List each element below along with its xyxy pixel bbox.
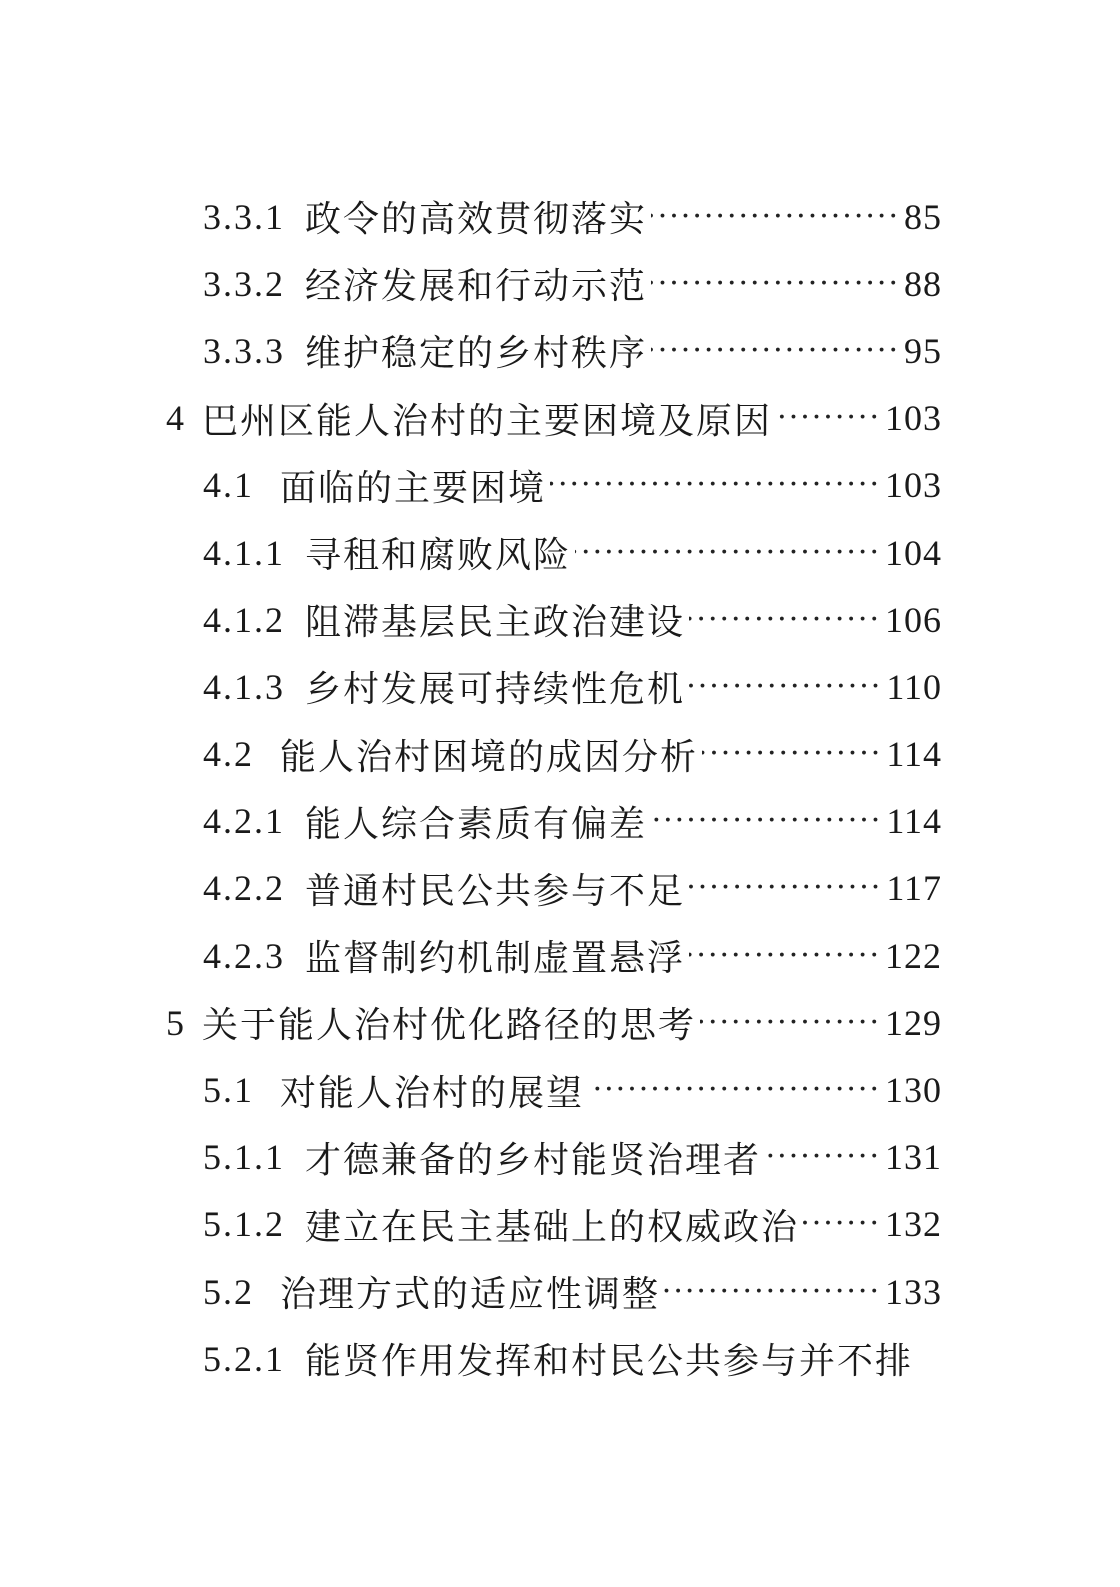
- toc-entry-number: 4.2: [203, 734, 254, 775]
- toc-entry-title: 建立在民主基础上的权威政治: [305, 1206, 800, 1248]
- toc-entry-3-3-2[interactable]: [0, 250, 1120, 317]
- toc-entry-title: 监督制约机制虚置悬浮: [305, 938, 686, 980]
- toc-entry-number: 5.2: [203, 1271, 254, 1312]
- toc-entry-5-2[interactable]: [0, 1258, 1120, 1325]
- toc-entry-number: 4.1: [203, 465, 254, 506]
- toc-entry-number: 3.3.3: [203, 330, 285, 371]
- toc-entry-title: 关于能人治村优化路径的思考: [202, 1005, 697, 1047]
- dot-leader: [651, 266, 900, 302]
- toc-entry-number: 4.1.1: [203, 532, 285, 573]
- toc-entry-number: 5.1.2: [203, 1204, 285, 1245]
- toc-entry-title: 能人治村困境的成因分析: [280, 736, 699, 778]
- toc-entry-page: 131: [885, 1137, 942, 1178]
- dot-leader: [689, 602, 881, 638]
- toc-entry-4-2-2[interactable]: [0, 855, 1120, 922]
- toc-entry-page: 88: [904, 263, 942, 304]
- dot-leader: [550, 467, 881, 503]
- dot-leader: [664, 1274, 881, 1310]
- toc-entry-page: 114: [886, 801, 942, 842]
- toc-entry-number: 4.1.2: [203, 599, 285, 640]
- toc-entry-title: 面临的主要困境: [280, 467, 547, 509]
- dot-leader: [651, 333, 900, 369]
- toc-entry-page: 106: [885, 599, 942, 640]
- toc-entry-4-1-1[interactable]: [0, 519, 1120, 586]
- toc-entry-3-3-3[interactable]: [0, 317, 1120, 384]
- toc-entry-4-1-2[interactable]: [0, 586, 1120, 653]
- toc-entry-title: 能人综合素质有偏差: [305, 803, 648, 845]
- toc-entry-page: 114: [886, 734, 942, 775]
- toc-entry-4-2-3[interactable]: [0, 922, 1120, 989]
- toc-entry-5[interactable]: [0, 989, 1120, 1056]
- toc-entry-number: 5.1: [203, 1070, 254, 1111]
- toc-entry-number: 5.2.1: [203, 1338, 285, 1379]
- toc-entry-title: 能贤作用发挥和村民公共参与并不排: [305, 1341, 914, 1383]
- toc-entry-title: 乡村发展可持续性危机: [305, 669, 686, 711]
- toc-entry-page: 129: [885, 1002, 942, 1043]
- toc-entry-page: 85: [904, 196, 942, 237]
- toc-entry-number: 4.2.2: [203, 868, 285, 909]
- toc-entry-4-2-1[interactable]: [0, 788, 1120, 855]
- toc-entry-number: 3.3.1: [203, 196, 285, 237]
- toc-entry-title: 政令的高效贯彻落实: [305, 199, 648, 241]
- toc-entry-page: 122: [885, 935, 942, 976]
- toc-entry-title: 对能人治村的展望: [280, 1072, 585, 1114]
- toc-entry-title: 巴州区能人治村的主要困境及原因: [202, 400, 773, 442]
- dot-leader: [776, 400, 881, 436]
- toc-entry-page: 104: [885, 532, 942, 573]
- dot-leader: [588, 1072, 881, 1108]
- dot-leader: [702, 736, 882, 772]
- toc-entry-4[interactable]: [0, 385, 1120, 452]
- toc-entry-page: 103: [885, 398, 942, 439]
- toc-entry-5-2-1[interactable]: [0, 1325, 1120, 1392]
- toc-entry-page: 130: [885, 1070, 942, 1111]
- toc-entry-number: 4.2.3: [203, 935, 285, 976]
- dot-leader: [575, 535, 881, 571]
- dot-leader: [689, 870, 882, 906]
- dot-leader: [700, 1005, 881, 1041]
- dot-leader: [803, 1206, 881, 1242]
- toc-entry-page: 95: [904, 330, 942, 371]
- toc-entry-number: 3.3.2: [203, 263, 285, 304]
- toc-entry-3-3-1[interactable]: [0, 183, 1120, 250]
- toc-entry-number: 5.1.1: [203, 1137, 285, 1178]
- toc-entry-page: 103: [885, 465, 942, 506]
- dot-leader: [689, 669, 882, 705]
- toc-entry-title: 才德兼备的乡村能贤治理者: [305, 1139, 762, 1181]
- toc-entry-title: 经济发展和行动示范: [305, 266, 648, 308]
- dot-leader: [689, 938, 881, 974]
- toc-entry-title: 维护稳定的乡村秩序: [305, 333, 648, 375]
- dot-leader: [651, 803, 882, 839]
- toc-entry-title: 阻滞基层民主政治建设: [305, 602, 686, 644]
- toc-entry-number: 5: [166, 1002, 186, 1043]
- toc-entry-5-1-1[interactable]: [0, 1124, 1120, 1191]
- toc-entry-number: 4.1.3: [203, 666, 285, 707]
- dot-leader: [651, 199, 900, 235]
- toc-entry-5-1-2[interactable]: [0, 1191, 1120, 1258]
- toc-entry-page: 132: [885, 1204, 942, 1245]
- toc-entry-number: 4.2.1: [203, 801, 285, 842]
- toc-entry-page: 117: [886, 868, 942, 909]
- table-of-contents: [0, 183, 1120, 1392]
- toc-entry-page: 110: [886, 666, 942, 707]
- toc-entry-title: 寻租和腐败风险: [305, 535, 572, 577]
- toc-entry-number: 4: [166, 398, 186, 439]
- toc-entry-5-1[interactable]: [0, 1056, 1120, 1123]
- toc-entry-4-2[interactable]: [0, 721, 1120, 788]
- toc-entry-title: 普通村民公共参与不足: [305, 870, 686, 912]
- toc-entry-4-1[interactable]: [0, 452, 1120, 519]
- toc-entry-4-1-3[interactable]: [0, 653, 1120, 720]
- dot-leader: [765, 1139, 881, 1175]
- toc-entry-title: 治理方式的适应性调整: [280, 1274, 661, 1316]
- toc-entry-page: 133: [885, 1271, 942, 1312]
